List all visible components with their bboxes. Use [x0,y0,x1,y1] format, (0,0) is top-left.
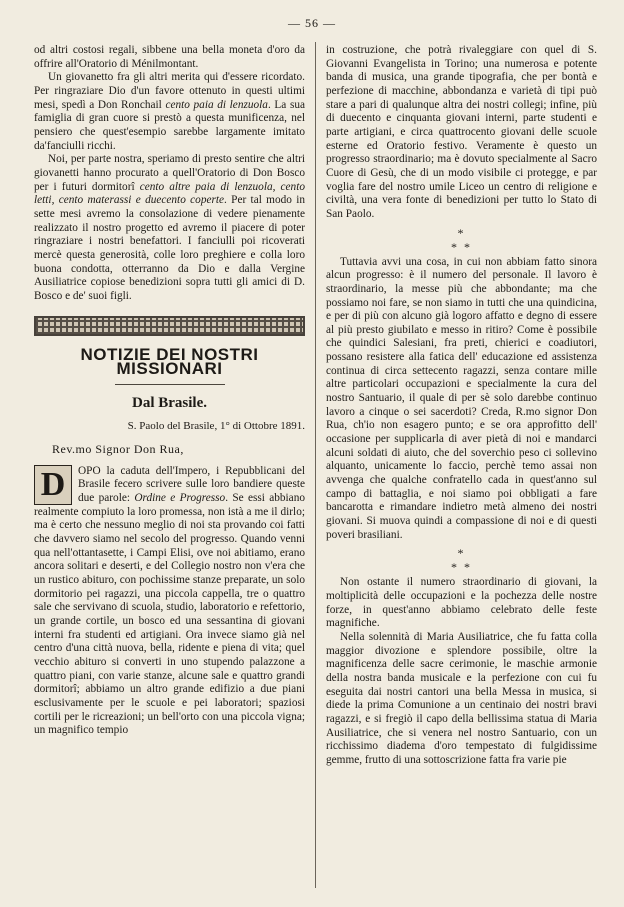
asterism: * * * [451,225,472,254]
salutation: Rev.mo Signor Don Rua, [52,442,184,457]
drop-cap: D [34,465,72,505]
article-title: Dal Brasile. [132,394,207,411]
column-divider [315,42,316,888]
paragraph: Nella solennità di Maria Ausiliatrice, che fu fatta colla maggior divozione e splendore possibile, oltre la magnificenza delle sacre cerimonie, le maschie armonie della nostra banda musicale e la perfezione con cui fu eseguita dai nostri cantori una bella Messa in musica, si diede la prima Comunione a un centinaio dei nostri bravi ragazzi, e si fregiò il capo della bellissima statua di Maria Ausiliatrice, che si venera nel nostro Santuario, con un ricchissimo diadema d'oro tempestato di fulgidissime gemme, frutto di una sottoscrizione fatta fra varie pie [326,630,597,766]
page-number: — 56 — [288,16,336,30]
paragraph: Non ostante il numero straordinario di giovani, la moltiplicità delle occupazioni e la pochezza delle nostre forze, in quest'anno abbiamo celebrato delle feste magnifiche. [326,576,597,630]
paragraph: in costruzione, che potrà rivaleggiare con quel di S. Giovanni Evangelista in Torino; una numerosa e potente banda di musica, una grande tipografia, che per bontà e perfezione di macchine, abbondanza e varietà di tipi può stare a pari di qualunque altra dei nostri collegi; infine, più di duecento e cinquanta giovani interni, parte studenti e parte artigiani, e circa quattrocento giovani delle scuole esterne ed Oratorio festivo. Veramente è questo un progresso straordinario; ma è dovuto specialmente al Sacro Cuore di Gesù, che di un modo visibile ci protegge, e par voglia fare del nostro umile Liceo un centro di religione e civiltà, una vera fonte di benedizioni per tutto lo Stato di San Paolo. [326,44,597,220]
ornamental-border [34,316,305,336]
paragraph: Tuttavia avvi una cosa, in cui non abbiam fatto sinora alcun progresso: è il numero del personale. Il lavoro è straordinario, la messe più che abbondante; ma che possiamo noi fare, se non siamo in tutti che una quindicina, e per di più con alcuno già logoro affatto e degno di essere al più presto giubilato e messo in ritiro? Come è possibile che quindici Salesiani, fra preti, chierici e coadiutori, possano resistere alla fatica dell' educazione ed assistenza continua di circa settecento ragazzi, senza contare mille altre particolari occupazioni e specialmente la cura del nostro Santuario, il quale di per sè solo darebbe continuo lavoro a cinque o sei sacerdoti? Creda, R.mo signor Don Rua, ch'io non esagero punto; e se ora approfitto dell' occasione per supplicarla di aver pietà di noi e mandarci alcuni soldati di aiuto, che del soverchio peso ci sollevino alquanto, unicamente lo faccio, perchè temo assai non avvenga che qualche confratello cada in quest'anno sul campo di battaglia, e noi siamo poi obbligati a fare bancarotta e rimandare indietro metà almeno dei nostri giovani. Si muova quindi a compassione di noi e di questi poveri brasiliani. [326,255,597,541]
paragraph: Noi, per parte nostra, speriamo di presto sentire che altri giovanetti hanno procurato a quell'Oratorio di Don Bosco per i futuri dormitorî cento altre paia di lenzuola, cento letti, cento materassi e duecento coperte. Per tal modo in sette mesi avremo la consolazione di vedere pienamente realizzato il nostro progetto ed avremo il piacere di poter ringraziare i nostri benefattori. I fanciulli poi ricoverati mercè questa generosità, colle loro preghiere e colla loro buona condotta, otterranno da Dio e dalla Vergine Ausiliatrice copiose benedizioni sopra tutti gli amici di D. Bosco e de' suoi figli. [34,153,306,302]
paragraph: od altri costosi regali, sibbene una bella moneta d'oro da offrire all'Oratorio di Ménilmontant. [34,44,305,70]
divider [115,384,225,385]
paragraph: Un giovanetto fra gli altri merita qui d'essere ricordato. Per ringraziare Dio d'un favore ottenuto in questi ultimi mesi, spedì a Don Ronchail cento paia di lenzuola. La sua famiglia di gran cuore si prestò a questa munificenza, nel pensiero che quest'esempio sarebbe largamente imitato da'fanciulli ricchi. [34,71,306,152]
paragraph: D OPO la caduta dell'Impero, i Repubblicani del Brasile fecero scrivere sulle loro bandiere queste due parole: Ordine e Progresso. Se essi abbiano realmente compiuto la loro promessa, non istà a me il dirlo; ma è certo che nessuno meglio di noi sta provando coi fatti che davvero siamo nel secolo del progresso. Quando venni qua nell'ottantasette, i Campi Elisi, ove noi abitiamo, erano ancora solitari e deserti, e del Collegio nostro non v'era che un rustico abituro, con pochissime stanze preparate, un solo dormitorio pei ragazzi, una piccola cappella, tre o quattro sale che servivano di scuola, studio, laboratorio e refettorio, un grande cortile, un bosco ed una sessantina di giovani interni fra studenti ed artigiani. Ora invece siamo già nel centro d'una città nuova, bella, ridente e piena di vita; quel vecchio abituro si converti in uno stupendo palazzone a quattro piani, con varie stanze, alcune sale e quattro grandi dormitorî; abbiamo un altro grande edifizio a due piani esclusivamente per le scuole e pei laboratori; spaziosi cortili per le ricreazioni; un bell'orto con una piccola vigna; un magnifico tempio [34,464,305,737]
asterism: * * * [451,546,472,575]
right-column [326,44,597,768]
left-column [34,44,305,738]
dateline: S. Paolo del Brasile, 1° di Ottobre 1891. [127,420,305,433]
section-title: NOTIZIE DEI NOSTRI MISSIONARI [80,345,259,379]
